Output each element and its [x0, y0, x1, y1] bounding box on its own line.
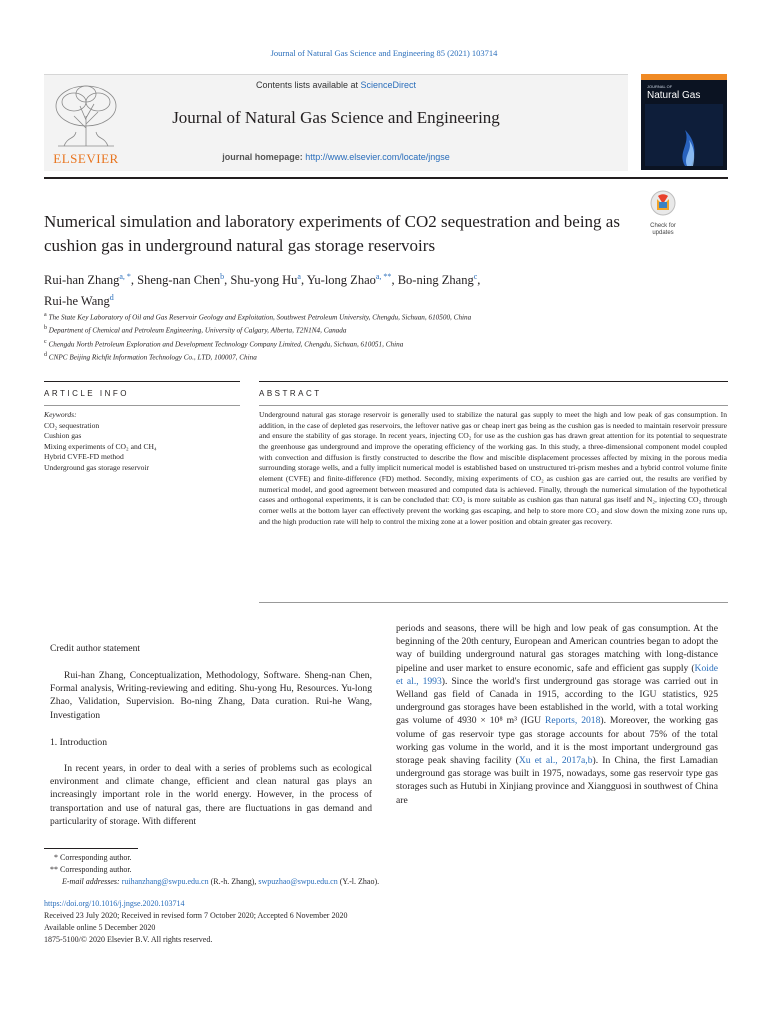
check-for-updates-line2: updates: [652, 230, 674, 236]
email-addresses: [62, 876, 746, 887]
keyword-item: Mixing experiments of CO₂ and CH₄: [44, 441, 157, 451]
intro-text-part: ). Moreover, the working gas volume of gas reservoir type gas storage accounts for about 75% of the total working gas volume in the world, and it is the most important underground gas storage peak shaving facility (: [396, 715, 718, 767]
introduction-paragraph-left: In recent years, in order to deal with a series of problems such as ecological environment and climate change, efficient and clean natural gas plays an increasingly important role in the world energy. However, in the process of transportation and use of natural gas, there are fluctuations in gas demand and particularity of storage. With different: [50, 763, 372, 827]
article-title: Numerical simulation and laboratory experiments of CO2 sequestration and being as cushion gas in underground natural gas storage reservoirs: [44, 212, 620, 255]
contents-prefix: Contents lists available at: [255, 80, 361, 90]
email-owner: (R.-h. Zhang),: [208, 877, 259, 886]
author-list: Rui-han Zhang$^{a, *}$, Sheng-nan Chen$^b$, Shu-yong Hu$^a$, Yu-long Zhao$^{a, **}$, Bo-ning Zhang$^c$, Rui-he Wang$^d$: [44, 272, 481, 309]
cover-title: Natural Gas: [647, 90, 701, 101]
received-dates: Received 23 July 2020; Received in revised form 7 October 2020; Accepted 6 November 2020: [44, 911, 348, 920]
keyword-item: Underground gas storage reservoir: [44, 462, 150, 472]
affiliation-item: [44, 350, 704, 363]
contents-available-line: [44, 80, 628, 90]
journal-reference[interactable]: Journal of Natural Gas Science and Engineering 85 (2021) 103714: [270, 48, 498, 58]
affiliation-text: Chengdu North Petroleum Exploration and Development Technology Company Limited, Chengdu, Sichuan, 610051, China: [48, 340, 404, 349]
abstract-heading: ABSTRACT: [259, 389, 322, 398]
keywords-label: Keywords:: [44, 410, 77, 419]
homepage-label: journal homepage:: [222, 152, 306, 162]
keyword-item: Cushion gas: [44, 431, 82, 440]
introduction-heading: 1. Introduction: [50, 737, 108, 748]
affiliation-list: [44, 310, 704, 364]
svg-text:JOURNAL OF: JOURNAL OF: [647, 84, 673, 89]
author-mark[interactable]: b: [220, 272, 225, 281]
affiliation-mark: c: [44, 338, 47, 345]
author-name[interactable]: Rui-he Wang: [44, 294, 110, 309]
affiliation-mark: d: [44, 352, 47, 359]
author-name[interactable]: Rui-han Zhang: [44, 273, 120, 288]
check-for-updates-line1: Check for: [650, 223, 676, 229]
doi-link[interactable]: [44, 898, 728, 909]
affiliation-item: [44, 310, 704, 323]
abstract-bottom-rule: [259, 602, 728, 603]
author-name[interactable]: Yu-long Zhao: [306, 273, 376, 288]
email-owner: (Y.-l. Zhao).: [337, 877, 380, 886]
corresponding-author-note: ** Corresponding author.: [50, 865, 132, 874]
intro-text-part: ). In China, the first Lamadian underground gas storage was built in 1975, nowadays, some gas reservoir type gas storages such as Hutubi in Xinjiang province and Xiangguosi in southwest of China are: [396, 755, 718, 806]
affiliation-text: Department of Chemical and Petroleum Engineering, University of Calgary, Alberta, T2N1N4, Canada: [48, 326, 347, 335]
author-mark[interactable]: a, *: [119, 272, 131, 281]
abstract-sub-rule: [259, 405, 728, 406]
article-info-top-rule: [44, 381, 240, 382]
email-label: E-mail addresses:: [62, 877, 120, 886]
affiliation-item: [44, 323, 704, 336]
check-for-updates-badge[interactable]: [640, 190, 686, 240]
author-mark[interactable]: c: [473, 272, 478, 281]
keywords-block: [44, 410, 240, 473]
author-name[interactable]: Shu-yong Hu: [230, 273, 298, 288]
keyword-item: CO₂ sequestration: [44, 420, 100, 430]
sciencedirect-link[interactable]: ScienceDirect: [360, 80, 417, 90]
author-mark[interactable]: a: [297, 272, 301, 281]
corresponding-author-note: * Corresponding author.: [54, 853, 132, 862]
author-name[interactable]: Sheng-nan Chen: [137, 273, 221, 288]
citation-link[interactable]: Xu et al., 2017a,b: [518, 755, 593, 767]
affiliation-text: CNPC Beijing Richfit Information Technology Co., LTD, 100007, China: [48, 353, 257, 362]
author-mark[interactable]: d: [109, 293, 114, 303]
affiliation-mark: a: [44, 312, 47, 318]
citation-link[interactable]: Reports, 2018: [545, 715, 601, 727]
credit-statement: Rui-han Zhang, Conceptualization, Methodology, Software. Sheng-nan Chen, Formal analysis, Writing-reviewing and editing. Shu-yong Hu, Resources. Yu-long Zhao, Validation, Supervision. Bo-ning Zhang, Data curation. Rui-he Wang, Investigation: [50, 670, 372, 721]
available-online-date: Available online 5 December 2020: [44, 923, 156, 932]
copyright-line: 1875-5100/© 2020 Elsevier B.V. All rights reserved.: [44, 935, 213, 944]
intro-text-part: periods and seasons, there will be high and low peak of gas consumption. At the beginning of the 20th century, European and American countries began to adopt the way of building underground natural gas storages matching with long-distance pipeline and user market to ensure economic, safe and efficient gas supply (: [396, 623, 718, 674]
journal-title: Journal of Natural Gas Science and Engineering: [172, 108, 500, 127]
keyword-item: Hybrid CVFE-FD method: [44, 452, 124, 461]
introduction-paragraph-right: [396, 622, 718, 807]
affiliation-text: The State Key Laboratory of Oil and Gas Reservoir Geology and Exploitation, Southwest Petroleum University, Chengdu, Sichuan, 610500, China: [48, 313, 472, 322]
author-name[interactable]: Bo-ning Zhang: [397, 273, 474, 288]
article-info-sub-rule: [44, 405, 240, 406]
doi-url[interactable]: https://doi.org/10.1016/j.jngse.2020.103714: [44, 899, 185, 908]
email-link[interactable]: swpuzhao@swpu.edu.cn: [258, 877, 338, 886]
check-for-updates-icon: [650, 190, 676, 218]
abstract-top-rule: [259, 381, 728, 382]
header-divider: [44, 177, 728, 179]
affiliation-mark: b: [44, 325, 47, 332]
journal-cover-image[interactable]: [641, 74, 727, 170]
credit-heading: Credit author statement: [50, 643, 141, 654]
abstract-text: Underground natural gas storage reservoir is generally used to stabilize the natural gas supply to meet the high and low peak of gas consumption. In addition, in the case of depleted gas reservoirs, the leftover native gas or cheap inert gas being as the cushion gas is needed to maintain reservoir pressure and ensure the stability of gas storage. In recent years, injecting CO₂ for use as the cushion gas has drawn great attention for its potential to sequestrate the greenhouse gas underground and improve the operating efficiency of the working gas. In this study, a three-dimensional component model coupled with convection and diffusion is firstly constructed to describe the flow and miscible displacement processes affected by mixing in the porous media surrounding storage wells, and a fully implicit numerical model is established based on unstructured tri-prism meshes and a hybrid control volume finite element (CVFE) and finite-difference (FD) method. Secondly, mixing experiments of CO₂ as cushion gas are carried out, the results are verified by numerical model, and good agreement between measured and computed data is achieved. Finally, through the numerical simulation of the hypothetical cases and orthogonal experiments, it is can be concluded that: CO₂ is more suitable as cushion gas than natural gas itself and N₂, injecting CO₂ through corner wells at the bottom layer can effectively prevent the working gas escaping, and help to store more CO₂ and slow down the mixing zone runs up, and the high production rate will help to control the mixing zone at a lower position and obtain greater gas recovery.: [259, 410, 727, 526]
intro-text-part: ). Since the world's first underground gas storage was carried out in Welland gas field of Canada in 1915, according to the IGU statistics, 925 underground gas storages have been established in the world, with a total working gas volume of 4930 × 10⁸ m³ (IGU: [396, 675, 718, 727]
footnote-rule: [44, 848, 138, 849]
article-info-heading: ARTICLE INFO: [44, 389, 129, 398]
elsevier-wordmark: ELSEVIER: [53, 151, 119, 166]
author-mark[interactable]: a, **: [375, 272, 392, 281]
citation-link[interactable]: Koide et al., 1993: [396, 662, 718, 687]
affiliation-item: [44, 337, 704, 350]
journal-homepage-line: [44, 152, 628, 162]
homepage-link[interactable]: http://www.elsevier.com/locate/jngse: [305, 152, 450, 162]
email-link[interactable]: ruihanzhang@swpu.edu.cn: [121, 877, 209, 886]
